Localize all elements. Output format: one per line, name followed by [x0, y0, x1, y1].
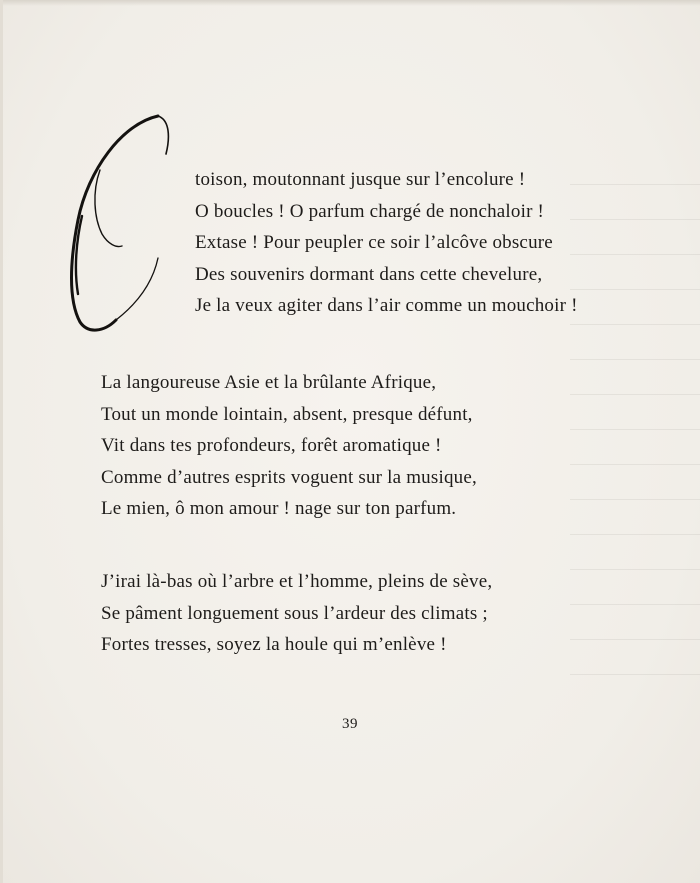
- show-through-text: [570, 160, 700, 680]
- page-number: 39: [342, 716, 358, 732]
- verse-line: Comme d’autres esprits voguent sur la musique,: [101, 466, 477, 488]
- verse-line: Fortes tresses, soyez la houle qui m’enlève !: [101, 634, 447, 655]
- verse-line: O boucles ! O parfum chargé de nonchaloir !: [195, 200, 545, 222]
- page-edge-left: [0, 0, 3, 883]
- verse-line: Je la veux agiter dans l’air comme un mouchoir !: [195, 295, 578, 316]
- drop-cap-o-illustration: [62, 110, 182, 340]
- stanza-3: [101, 566, 492, 661]
- verse-line: Vit dans tes profondeurs, forêt aromatique !: [101, 435, 442, 456]
- stanza-1: [195, 164, 578, 322]
- verse-line: Des souvenirs dormant dans cette chevelure,: [195, 263, 543, 285]
- page-edge-top: [0, 0, 700, 6]
- verse-line: Se pâment longuement sous l’ardeur des climats ;: [101, 602, 488, 624]
- verse-line: toison, moutonnant jusque sur l’encolure !: [195, 169, 526, 190]
- stanza-2: [101, 367, 477, 525]
- verse-line: Tout un monde lointain, absent, presque défunt,: [101, 403, 473, 425]
- verse-line: Extase ! Pour peupler ce soir l’alcôve obscure: [195, 232, 553, 253]
- verse-line: Le mien, ô mon amour ! nage sur ton parfum.: [101, 498, 457, 519]
- verse-line: J’irai là-bas où l’arbre et l’homme, pleins de sève,: [101, 571, 493, 592]
- verse-line: La langoureuse Asie et la brûlante Afrique,: [101, 372, 437, 393]
